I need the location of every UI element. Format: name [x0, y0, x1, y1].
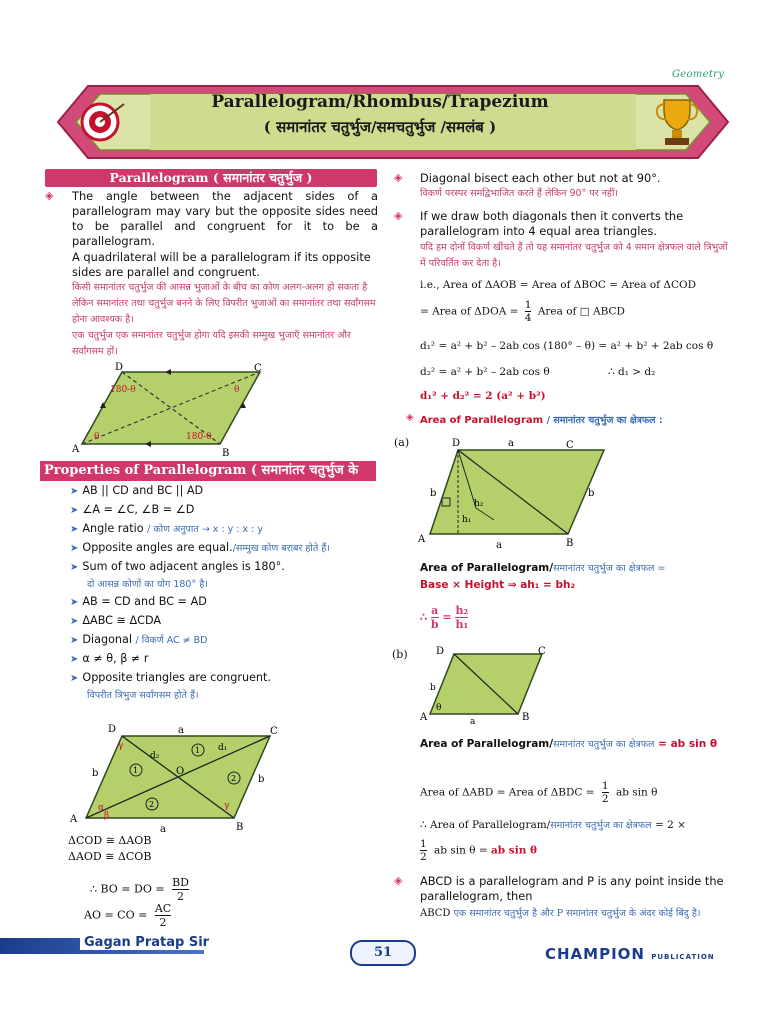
bullet-diamond-icon: ◈ [394, 209, 403, 222]
svg-text:a: a [496, 540, 502, 551]
svg-text:A: A [70, 814, 78, 825]
bullet-four-triangles-hindi: यदि हम दोनों विकर्ण खींचते हैं तो यह समानांतर चतुर्भुज को 4 समान क्षेत्रफल वाले त्रिभुजों में परिवर्तित कर देता है। [420, 242, 728, 269]
svg-text:D: D [108, 724, 117, 735]
svg-text:1: 1 [133, 766, 139, 775]
svg-text:A: A [418, 534, 426, 545]
svg-text:a: a [470, 717, 476, 724]
ao-co-formula: AO = CO = $\frac{AC}{2}$ [84, 902, 172, 929]
paragraph-definition-hindi: किसी समानांतर चतुर्भुज की आसन्न भुजाओं के बीच का कोण अलग-अलग हो सकता है लेकिन समानांतर तथा चतुर्भुज बनने के लिए विपरीत भुजाओं का समानांतर तथा सर्वांगसम होना आवश्यक है। [72, 282, 376, 325]
triangle-area-formula: Area of ΔABD = Area of ΔBDC = $\frac{1}{2}$ ab sin θ [420, 780, 658, 805]
svg-text:d₂: d₂ [150, 751, 160, 761]
figure-b-label: (b) [392, 648, 408, 661]
figure-parallelogram-heights [416, 436, 616, 552]
list-item: ➤ AB || CD and BC || AD [70, 484, 204, 497]
topic-label: Geometry [672, 69, 725, 80]
svg-text:b: b [258, 774, 265, 785]
angle-b: 180-θ [186, 432, 212, 442]
angle-a: θ [94, 432, 100, 442]
svg-text:h₁: h₁ [462, 515, 472, 525]
svg-text:θ: θ [436, 703, 442, 713]
section-header-properties: Properties of Parallelogram ( समानांतर चतुर्भुज के गुण ) [40, 461, 376, 481]
svg-text:D: D [436, 646, 445, 657]
author-name: Gagan Pratap Sir [80, 935, 213, 950]
angle-c: θ [234, 385, 240, 395]
formula-d2: d₂² = a² + b² – 2ab cos θ [420, 366, 550, 378]
formula-d1-gt-d2: ∴ d₁ > d₂ [608, 366, 656, 378]
list-item: ➤ Opposite triangles are congruent. [70, 671, 271, 684]
vertex-c: C [254, 363, 262, 374]
vertex-b: B [222, 448, 230, 459]
area-heading: Area of Parallelogram / समानांतर चतुर्भुज का क्षेत्रफल : [420, 415, 663, 426]
list-item: ➤ AB = CD and BC = AD [70, 595, 207, 608]
svg-text:a: a [160, 824, 166, 834]
figure-a-label: (a) [394, 436, 410, 449]
svg-text:b: b [430, 683, 436, 693]
bullet-diagonal-bisect: Diagonal bisect each other but not at 90°. [420, 171, 661, 185]
therefore-area-line: ∴ Area of Parallelogram/समानांतर चतुर्भुज का क्षेत्रफल = 2 × [420, 819, 686, 831]
svg-text:a: a [508, 438, 514, 449]
svg-text:C: C [538, 646, 546, 657]
bullet-point-p: ABCD is a parallelogram and P is any point inside the parallelogram, then [420, 874, 724, 903]
banner-title: Parallelogram/Rhombus/Trapezium [211, 92, 549, 112]
list-item: ➤ α ≠ θ, β ≠ r [70, 652, 149, 665]
bullet-diamond-icon: ◈ [45, 189, 54, 202]
publisher-logo: CHAMPION PUBLICATION [545, 945, 715, 963]
area-base-height: Area of Parallelogram/समानांतर चतुर्भुज का क्षेत्रफल = Base × Height ⇒ ah₁ = bh₂ [420, 562, 666, 591]
bullet-diagonal-bisect-hindi: विकर्ण परस्पर समद्विभाजित करते हैं लेकिन 90° पर नहीं। [420, 188, 619, 199]
svg-text:A: A [420, 712, 428, 723]
properties-list [70, 482, 380, 704]
svg-text:B: B [236, 822, 244, 833]
bullet-diamond-icon: ◈ [394, 171, 403, 184]
formula-sum-squares: d₁² + d₂² = 2 (a² + b²) [420, 390, 546, 402]
svg-text:2: 2 [149, 800, 155, 809]
svg-text:1: 1 [195, 746, 201, 755]
figure-parallelogram-angles [60, 362, 280, 460]
svg-text:2: 2 [231, 774, 237, 783]
list-item: ➤ ∠A = ∠C, ∠B = ∠D [70, 503, 195, 516]
paragraph-condition: A quadrilateral will be a parallelogram if its opposite sides are parallel and congruent. [72, 250, 371, 279]
bullet-diamond-icon: ◈ [394, 874, 403, 887]
svg-text:a: a [178, 725, 184, 736]
paragraph-definition: The angle between the adjacent sides of a parallelogram may vary but the opposite sides need to be parallel and congruent for it to be a parallelogram. [72, 189, 378, 248]
list-item: ➤ ΔABC ≅ ΔCDA [70, 614, 162, 627]
bullet-point-p-hindi: ABCD एक समानांतर चतुर्भुज है और P समानांतर चतुर्भुज के अंदर कोई बिंदु है। [420, 908, 701, 919]
svg-text:B: B [566, 538, 574, 549]
svg-text:h₂: h₂ [474, 499, 484, 509]
vertex-d: D [115, 362, 124, 373]
svg-text:β: β [104, 811, 110, 821]
svg-text:γ: γ [224, 801, 230, 811]
bullet-four-triangles: If we draw both diagonals then it converts the parallelogram into 4 equal area triangles. [420, 209, 684, 238]
angle-d: 180-θ [110, 385, 136, 395]
svg-text:α: α [98, 803, 105, 813]
section-header-parallelogram: Parallelogram ( समानांतर चतुर्भुज ) [45, 169, 377, 187]
equal-area-line: i.e., Area of ΔAOB = Area of ΔBOC = Area of ΔCOD [420, 279, 697, 291]
svg-text:b: b [430, 488, 437, 499]
quarter-area-formula: = Area of ΔDOA = $\frac{1}{4}$ Area of □ ABCD [420, 299, 625, 324]
svg-text:b: b [588, 488, 595, 499]
figure-parallelogram-diagonals [64, 722, 284, 834]
area-sine-heading: Area of Parallelogram/समानांतर चतुर्भुज का क्षेत्रफल = ab sin θ [420, 738, 718, 750]
list-item: ➤ Opposite angles are equal./सम्मुख कोण बराबर होते हैं। [70, 541, 330, 554]
bo-do-formula: ∴ BO = DO = $\frac{BD}{2}$ [90, 876, 189, 903]
figure-parallelogram-sine [418, 644, 558, 724]
congruence-2: ΔAOD ≅ ΔCOB [68, 850, 152, 863]
list-item: ➤ Diagonal / विकर्ण AC ≠ BD [70, 633, 208, 646]
svg-text:b: b [92, 768, 99, 779]
ratio-formula: ∴ $\frac{a}{b}$ = $\frac{\text{h₂}}{\text{h₁}}$ [420, 604, 469, 631]
list-item-hindi: विपरीत त्रिभुज सर्वांगसम होते हैं। [87, 690, 199, 701]
svg-text:B: B [522, 712, 530, 723]
paragraph-condition-hindi: एक चतुर्भुज एक समानांतर चतुर्भुज होगा यदि इसकी सम्मुख भुजाएँ समानांतर और सर्वांगसम हों। [72, 330, 351, 357]
congruence-1: ΔCOD ≅ ΔAOB [68, 834, 152, 847]
svg-text:D: D [452, 438, 461, 449]
banner-subtitle: ( समानांतर चतुर्भुज/समचतुर्भुज /समलंब ) [263, 118, 497, 136]
vertex-a: A [72, 444, 80, 455]
svg-text:C: C [566, 440, 574, 451]
list-item-hindi: दो आसन्न कोणों का योग 180° है। [87, 579, 208, 590]
svg-text:O: O [176, 766, 185, 777]
list-item: ➤ Angle ratio / कोण अनुपात → x : y : x : y [70, 522, 264, 535]
list-item: ➤ Sum of two adjacent angles is 180°. [70, 560, 285, 573]
page-number: 51 [350, 940, 416, 966]
svg-text:d₁: d₁ [218, 743, 228, 753]
bullet-diamond-icon: ◈ [406, 412, 414, 423]
svg-text:γ: γ [118, 741, 124, 751]
half-area-result: $\frac{1}{2}$ ab sin θ = ab sin θ [420, 838, 537, 863]
svg-text:C: C [270, 726, 278, 737]
formula-d1: d₁² = a² + b² – 2ab cos (180° – θ) = a² + b² + 2ab cos θ [420, 340, 714, 352]
